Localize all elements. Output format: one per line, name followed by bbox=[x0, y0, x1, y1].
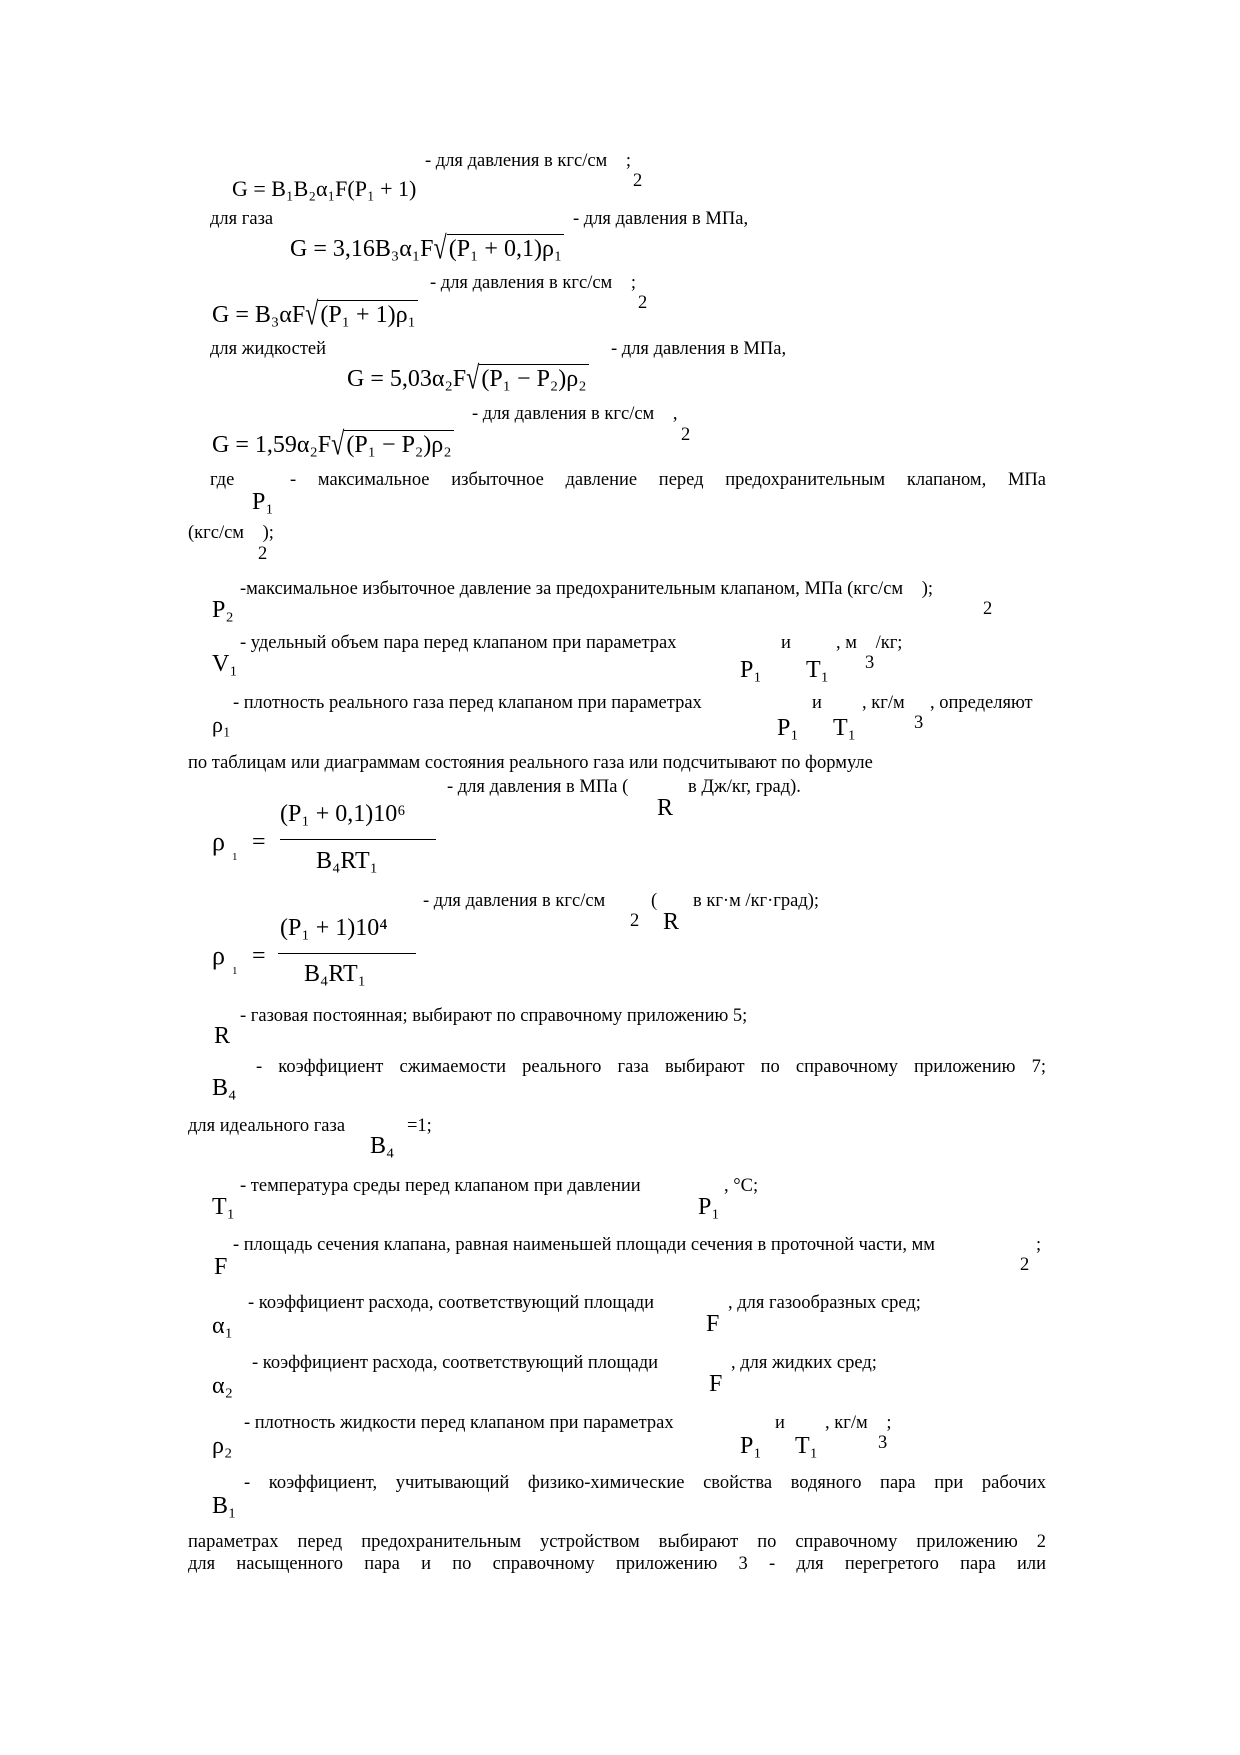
f6-note-end: в Дж/кг, град). bbox=[688, 777, 801, 797]
rho1-and: и bbox=[812, 693, 822, 713]
sq-exponent: 2 bbox=[633, 171, 643, 191]
f7-numerator: (P₁ + 1)10⁴ bbox=[280, 915, 388, 941]
def-f: - площадь сечения клапана, равная наименьшей площади сечения в проточной части, мм bbox=[233, 1235, 935, 1255]
where-word: где bbox=[210, 470, 235, 490]
v1-and: и bbox=[781, 633, 791, 653]
b4-continuation: для идеального газа bbox=[188, 1116, 346, 1136]
rho1-end: , определяют bbox=[930, 693, 1033, 713]
formula-g-1: G = B₁B₂α₁F(P₁ + 1) bbox=[232, 176, 417, 201]
symbol-t1-inline: T₁ bbox=[806, 657, 830, 683]
equals-sign: = bbox=[252, 943, 266, 969]
symbol-f: F bbox=[214, 1254, 228, 1280]
note-kgf-2: - для давления в кгс/см ; bbox=[430, 273, 637, 293]
def-r: - газовая постоянная; выбирают по справочному приложению 5; bbox=[240, 1006, 748, 1026]
symbol-t1: T₁ bbox=[212, 1194, 236, 1220]
f7-note-end: в кг·м /кг·град); bbox=[693, 891, 820, 911]
def-t1: - температура среды перед клапаном при давлении bbox=[240, 1176, 641, 1196]
symbol-f-inline: F bbox=[706, 1311, 720, 1337]
symbol-b1: B₁ bbox=[212, 1493, 237, 1519]
note-kgf-1: - для давления в кгс/см ; bbox=[425, 151, 632, 171]
sq-exponent: 2 bbox=[681, 425, 691, 445]
symbol-p2: P₂ bbox=[212, 597, 234, 623]
def-p1: - максимальное избыточное давление перед предохранительным клапаном, МПа bbox=[290, 470, 1046, 490]
f7-note-paren: ( bbox=[651, 891, 658, 911]
def-alpha1: - коэффициент расхода, соответствующий площади bbox=[248, 1293, 655, 1313]
f7-denominator: B₄RT₁ bbox=[304, 961, 366, 987]
def-b4: - коэффициент сжимаемости реального газа выбирают по справочному приложению 7; bbox=[256, 1057, 1046, 1077]
def-alpha2: - коэффициент расхода, соответствующий площади bbox=[252, 1353, 659, 1373]
cube-exponent: 3 bbox=[914, 713, 924, 733]
symbol-alpha1: α₁ bbox=[212, 1313, 233, 1339]
symbol-p1-inline: P₁ bbox=[740, 1433, 762, 1459]
sq-exponent: 2 bbox=[638, 293, 648, 313]
note-mpa-gas: - для давления в МПа, bbox=[573, 209, 749, 229]
def-v1: - удельный объем пара перед клапаном при параметрах bbox=[240, 633, 677, 653]
alpha1-end: , для газообразных сред; bbox=[728, 1293, 921, 1313]
rho1-unit: , кг/м bbox=[862, 693, 905, 713]
def-b1: - коэффициент, учитывающий физико-химические свойства водяного пара при рабочих bbox=[244, 1473, 1046, 1493]
alpha2-end: , для жидких сред; bbox=[731, 1353, 877, 1373]
symbol-alpha2: α₂ bbox=[212, 1373, 233, 1399]
note-kgf-liquid: - для давления в кгс/см , bbox=[472, 404, 678, 424]
fraction-bar bbox=[280, 839, 436, 840]
symbol-r: R bbox=[657, 795, 674, 821]
def-rho1: - плотность реального газа перед клапаном при параметрах bbox=[233, 693, 702, 713]
sq-exponent: 2 bbox=[983, 599, 993, 619]
symbol-t1-inline: T₁ bbox=[833, 715, 857, 741]
symbol-b4: B₄ bbox=[212, 1075, 237, 1101]
rho-subscript: 1 bbox=[232, 965, 238, 977]
symbol-rho2: ρ₂ bbox=[212, 1433, 233, 1459]
sq-exponent: 2 bbox=[1020, 1255, 1030, 1275]
formula-g-2: G = 3,16B₃α₁F√(P₁ + 0,1)ρ₁ bbox=[290, 231, 563, 267]
v1-unit: , м /кг; bbox=[836, 633, 903, 653]
symbol-p1-inline: P₁ bbox=[698, 1194, 720, 1220]
formula-g-5: G = 1,59α₂F√(P₁ − P₂)ρ₂ bbox=[212, 427, 452, 463]
symbol-r: R bbox=[663, 909, 680, 935]
f-end: ; bbox=[1036, 1235, 1042, 1255]
def-p2: -максимальное избыточное давление за предохранительным клапаном, МПа (кгс/см ); bbox=[240, 579, 934, 599]
symbol-p1-inline: P₁ bbox=[777, 715, 799, 741]
f6-numerator: (P₁ + 0,1)10⁶ bbox=[280, 801, 406, 827]
rho-symbol: ρ bbox=[212, 827, 225, 856]
label-liquid: для жидкостей bbox=[210, 339, 327, 359]
rho2-unit: , кг/м ; bbox=[825, 1413, 892, 1433]
note-mpa-liquid: - для давления в МПа, bbox=[611, 339, 787, 359]
rho-symbol: ρ bbox=[212, 941, 225, 970]
symbol-t1-inline: T₁ bbox=[795, 1433, 819, 1459]
b1-continuation-2: для насыщенного пара и по справочному приложению 3 - для перегретого пара или bbox=[188, 1554, 1046, 1574]
sq-exponent: 2 bbox=[630, 911, 640, 931]
def-rho2: - плотность жидкости перед клапаном при параметрах bbox=[244, 1413, 674, 1433]
t1-end: , °C; bbox=[724, 1176, 759, 1196]
f6-note: - для давления в МПа ( bbox=[447, 777, 629, 797]
equals-sign: = bbox=[252, 829, 266, 855]
rho1-continuation: по таблицам или диаграммам состояния реального газа или подсчитывают по формуле bbox=[188, 753, 873, 773]
b1-continuation-1: параметрах перед предохранительным устройством выбирают по справочному приложению 2 bbox=[188, 1532, 1046, 1552]
cube-exponent: 3 bbox=[878, 1433, 888, 1453]
f7-note: - для давления в кгс/см bbox=[423, 891, 606, 911]
sq-exponent: 2 bbox=[258, 544, 268, 564]
f6-denominator: B₄RT₁ bbox=[316, 848, 378, 874]
symbol-f-inline: F bbox=[709, 1371, 723, 1397]
label-gas: для газа bbox=[210, 209, 274, 229]
fraction-bar bbox=[278, 953, 416, 954]
formula-g-4: G = 5,03α₂F√(P₁ − P₂)ρ₂ bbox=[347, 361, 587, 397]
symbol-p1-inline: P₁ bbox=[740, 657, 762, 683]
symbol-rho1: ρ₁ bbox=[212, 712, 231, 737]
symbol-p1: P₁ bbox=[252, 489, 274, 515]
cube-exponent: 3 bbox=[865, 653, 875, 673]
symbol-b4-inline: B₄ bbox=[370, 1133, 395, 1159]
formula-g-3: G = B₃αF√(P₁ + 1)ρ₁ bbox=[212, 297, 416, 333]
rho2-and: и bbox=[775, 1413, 785, 1433]
symbol-v1: V₁ bbox=[212, 651, 238, 677]
symbol-r-def: R bbox=[214, 1023, 231, 1049]
p1-continuation: (кгс/см ); bbox=[188, 523, 274, 543]
rho-subscript: 1 bbox=[232, 851, 238, 863]
b4-continuation-end: =1; bbox=[407, 1116, 432, 1136]
